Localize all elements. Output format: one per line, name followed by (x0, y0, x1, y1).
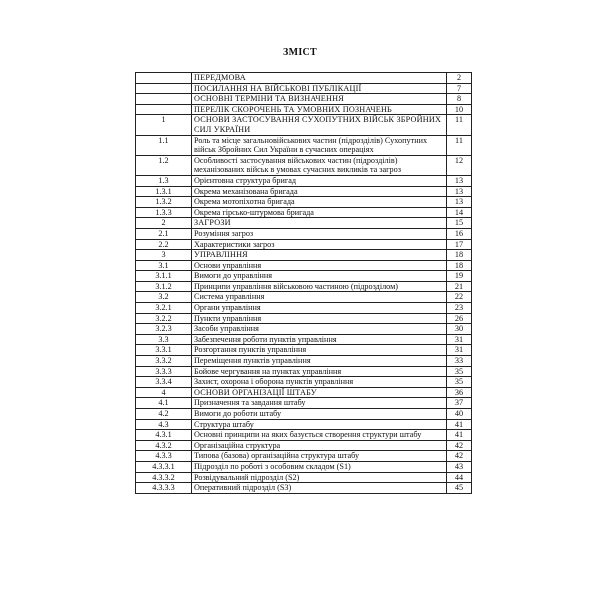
toc-row (136, 461, 472, 472)
toc-row (136, 334, 472, 345)
toc-page-number: 13 (447, 186, 472, 197)
toc-section-number: 1.2 (136, 155, 192, 175)
toc-page-number: 11 (447, 135, 472, 155)
toc-section-number: 1.3.2 (136, 197, 192, 208)
toc-section-number: 4 (136, 387, 192, 398)
toc-section-title: УПРАВЛІННЯ (192, 250, 447, 261)
toc-page-number: 8 (447, 94, 472, 105)
toc-section-number: 1.3.3 (136, 207, 192, 218)
toc-page-number: 35 (447, 366, 472, 377)
toc-section-title: Підрозділ по роботі з особовим складом (S1) (192, 461, 447, 472)
toc-row (136, 387, 472, 398)
toc-section-title: Структура штабу (192, 419, 447, 430)
toc-section-title: ПЕРЕДМОВА (192, 73, 447, 84)
toc-section-title: ОСНОВИ ОРГАНІЗАЦІЇ ШТАБУ (192, 387, 447, 398)
toc-row (136, 239, 472, 250)
toc-section-number: 1 (136, 115, 192, 135)
page-title: ЗМІСТ (283, 47, 317, 58)
toc-row (136, 197, 472, 208)
toc-row (136, 83, 472, 94)
toc-section-number: 3.2 (136, 292, 192, 303)
toc-page-number: 41 (447, 430, 472, 441)
toc-section-title: ЗАГРОЗИ (192, 218, 447, 229)
toc-section-number: 3.2.3 (136, 324, 192, 335)
toc-section-title: Організаційна структура (192, 440, 447, 451)
toc-section-number: 3.2.2 (136, 313, 192, 324)
toc-section-title: Типова (базова) організаційна структура штабу (192, 451, 447, 462)
toc-row (136, 73, 472, 84)
toc-page-number: 33 (447, 356, 472, 367)
toc-row (136, 281, 472, 292)
toc-page-number: 16 (447, 228, 472, 239)
toc-section-title: Роль та місце загальновійськових частин (підрозділів) Сухопутних військ Збройних Сил України в сучасних операціях (192, 135, 447, 155)
toc-page-number: 13 (447, 197, 472, 208)
toc-section-title: Особливості застосування військових частин (підрозділів) механізованих військ в умовах сучасних викликів та загроз (192, 155, 447, 175)
toc-page-number: 43 (447, 461, 472, 472)
toc-page-number: 7 (447, 83, 472, 94)
toc-row (136, 451, 472, 462)
toc-section-number (136, 94, 192, 105)
toc-row (136, 440, 472, 451)
toc-row (136, 366, 472, 377)
toc-section-number: 3.2.1 (136, 303, 192, 314)
toc-section-number: 3.3.4 (136, 377, 192, 388)
toc-body (136, 73, 472, 494)
toc-section-number: 1.3 (136, 175, 192, 186)
toc-row (136, 175, 472, 186)
toc-row (136, 104, 472, 115)
toc-page-number: 31 (447, 345, 472, 356)
toc-section-title: Оперативний підрозділ (S3) (192, 483, 447, 494)
toc-section-title: Засоби управління (192, 324, 447, 335)
toc-section-title: Розуміння загроз (192, 228, 447, 239)
toc-row (136, 377, 472, 388)
toc-page-number: 44 (447, 472, 472, 483)
toc-section-number: 4.2 (136, 409, 192, 420)
toc-row (136, 345, 472, 356)
toc-row (136, 260, 472, 271)
toc-section-number: 1.3.1 (136, 186, 192, 197)
toc-page-number: 13 (447, 175, 472, 186)
toc-page-number: 21 (447, 281, 472, 292)
toc-section-number: 3.3 (136, 334, 192, 345)
toc-section-number (136, 73, 192, 84)
toc-row (136, 94, 472, 105)
toc-page-number: 40 (447, 409, 472, 420)
toc-section-number: 3.1.1 (136, 271, 192, 282)
toc-section-title: Система управління (192, 292, 447, 303)
toc-row (136, 483, 472, 494)
toc-section-title: Орієнтовна структура бригад (192, 175, 447, 186)
toc-section-title: Вимоги до роботи штабу (192, 409, 447, 420)
toc-section-title: Окрема гірсько-штурмова бригада (192, 207, 447, 218)
toc-section-number: 2 (136, 218, 192, 229)
toc-section-title: Бойове чергування на пунктах управління (192, 366, 447, 377)
toc-page-number: 22 (447, 292, 472, 303)
toc-row (136, 115, 472, 135)
toc-page-number: 42 (447, 451, 472, 462)
toc-section-number: 3.3.1 (136, 345, 192, 356)
toc-section-number: 4.3.1 (136, 430, 192, 441)
toc-row (136, 398, 472, 409)
toc-page-number: 35 (447, 377, 472, 388)
toc-page-number: 15 (447, 218, 472, 229)
toc-section-title: Переміщення пунктів управління (192, 356, 447, 367)
toc-section-title: Окрема мотопіхотна бригада (192, 197, 447, 208)
toc-section-number: 4.3.3 (136, 451, 192, 462)
toc-row (136, 313, 472, 324)
toc-row (136, 356, 472, 367)
toc-section-number: 3 (136, 250, 192, 261)
toc-section-title: ПЕРЕЛІК СКОРОЧЕНЬ ТА УМОВНИХ ПОЗНАЧЕНЬ (192, 104, 447, 115)
toc-page-number: 14 (447, 207, 472, 218)
toc-page-number: 18 (447, 250, 472, 261)
toc-row (136, 207, 472, 218)
toc-page-number: 2 (447, 73, 472, 84)
toc-page-number: 26 (447, 313, 472, 324)
toc-section-number: 3.1.2 (136, 281, 192, 292)
toc-section-title: Пункти управління (192, 313, 447, 324)
toc-row (136, 271, 472, 282)
toc-section-number: 4.3 (136, 419, 192, 430)
toc-section-title: Захист, охорона і оборона пунктів управління (192, 377, 447, 388)
toc-section-title: Вимоги до управління (192, 271, 447, 282)
toc-row (136, 228, 472, 239)
toc-section-number: 4.3.3.2 (136, 472, 192, 483)
toc-row (136, 419, 472, 430)
toc-section-title: Розгортання пунктів управління (192, 345, 447, 356)
toc-page-number: 45 (447, 483, 472, 494)
toc-section-number: 3.1 (136, 260, 192, 271)
toc-page-number: 23 (447, 303, 472, 314)
toc-row (136, 409, 472, 420)
toc-section-number: 4.3.3.1 (136, 461, 192, 472)
toc-section-number (136, 104, 192, 115)
toc-section-title: Характеристики загроз (192, 239, 447, 250)
toc-page-number: 31 (447, 334, 472, 345)
toc-section-title: ОСНОВИ ЗАСТОСУВАННЯ СУХОПУТНИХ ВІЙСЬК ЗБРОЙНИХ СИЛ УКРАЇНИ (192, 115, 447, 135)
toc-row (136, 324, 472, 335)
toc-section-number: 1.1 (136, 135, 192, 155)
toc-section-number: 2.2 (136, 239, 192, 250)
toc-page-number: 17 (447, 239, 472, 250)
toc-section-title: Розвідувальний підрозділ (S2) (192, 472, 447, 483)
toc-row (136, 250, 472, 261)
toc-section-title: Принципи управління військовою частиною (підрозділом) (192, 281, 447, 292)
toc-section-title: Органи управління (192, 303, 447, 314)
toc-section-title: ПОСИЛАННЯ НА ВІЙСЬКОВІ ПУБЛІКАЦІЇ (192, 83, 447, 94)
toc-row (136, 186, 472, 197)
toc-page-number: 19 (447, 271, 472, 282)
toc-section-title: Забезпечення роботи пунктів управління (192, 334, 447, 345)
toc-row (136, 218, 472, 229)
toc-section-title: ОСНОВНІ ТЕРМІНИ ТА ВИЗНАЧЕННЯ (192, 94, 447, 105)
toc-row (136, 430, 472, 441)
toc-page-number: 37 (447, 398, 472, 409)
toc-section-title: Основні принципи на яких базується створення структури штабу (192, 430, 447, 441)
toc-row (136, 303, 472, 314)
toc-page-number: 42 (447, 440, 472, 451)
toc-table (135, 72, 472, 494)
toc-page-number: 30 (447, 324, 472, 335)
toc-page-number: 12 (447, 155, 472, 175)
toc-section-number (136, 83, 192, 94)
toc-row (136, 135, 472, 155)
toc-section-number: 3.3.3 (136, 366, 192, 377)
toc-page-number: 18 (447, 260, 472, 271)
toc-page-number: 10 (447, 104, 472, 115)
toc-section-number: 4.1 (136, 398, 192, 409)
toc-section-number: 2.1 (136, 228, 192, 239)
toc-page-number: 41 (447, 419, 472, 430)
toc-section-number: 4.3.2 (136, 440, 192, 451)
toc-section-title: Основи управління (192, 260, 447, 271)
toc-section-number: 4.3.3.3 (136, 483, 192, 494)
toc-section-title: Окрема механізована бригада (192, 186, 447, 197)
toc-page-number: 36 (447, 387, 472, 398)
toc-row (136, 472, 472, 483)
toc-section-number: 3.3.2 (136, 356, 192, 367)
toc-row (136, 292, 472, 303)
toc-page-number: 11 (447, 115, 472, 135)
toc-row (136, 155, 472, 175)
toc-section-title: Призначення та завдання штабу (192, 398, 447, 409)
